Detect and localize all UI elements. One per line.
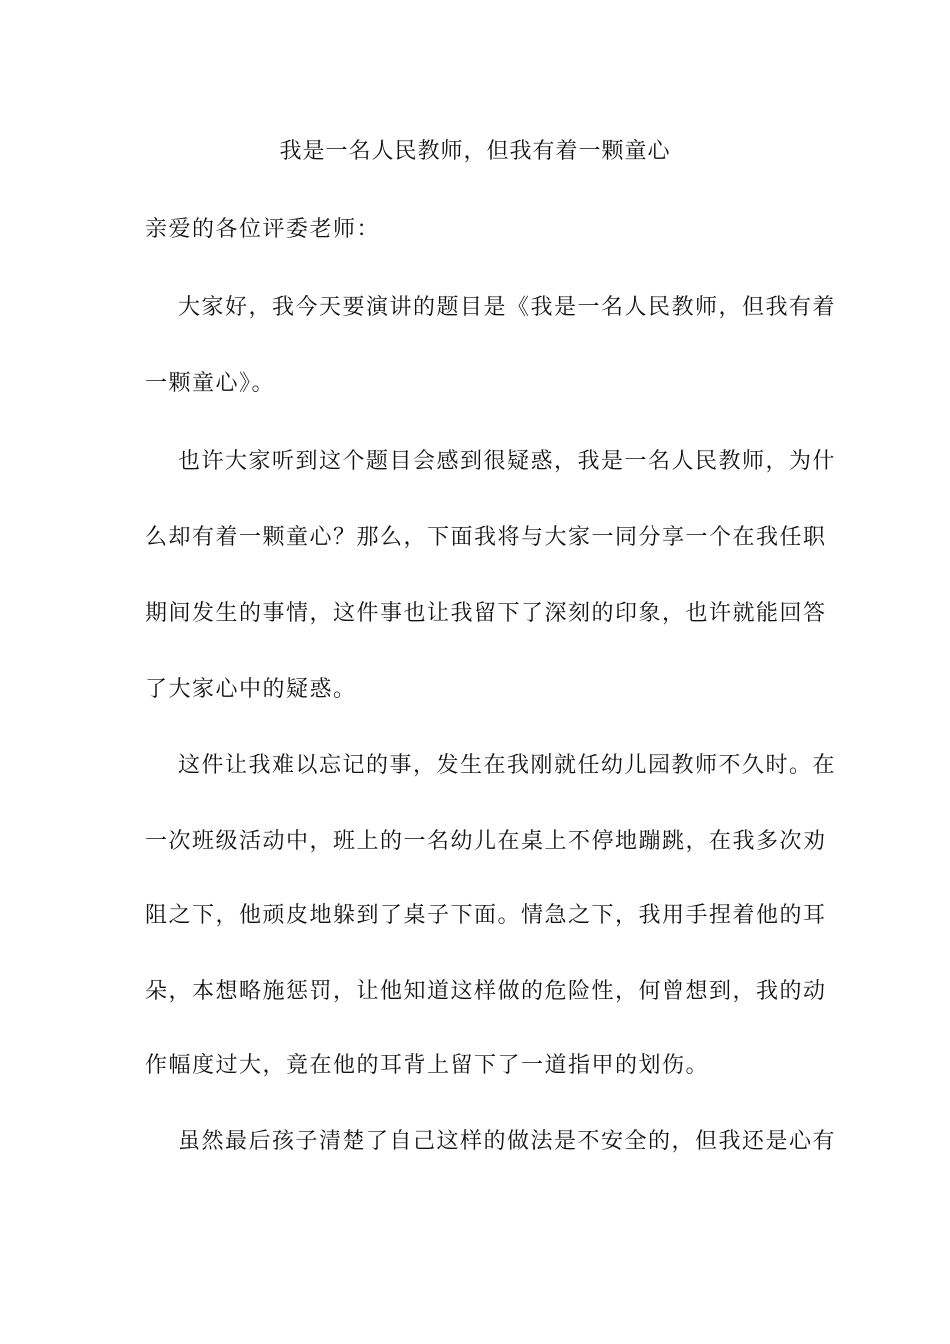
paragraph-line-4: 么却有着一颗童心？那么，下面我将与大家一同分享一个在我任职 xyxy=(145,525,827,550)
paragraph-line-3: 也许大家听到这个题目会感到很疑惑，我是一名人民教师，为什 xyxy=(178,449,837,474)
paragraph-line-11: 作幅度过大，竟在他的耳背上留下了一道指甲的划伤。 xyxy=(145,1053,710,1078)
salutation: 亲爱的各位评委老师： xyxy=(145,217,381,242)
paragraph-line-8: 一次班级活动中，班上的一名幼儿在桌上不停地蹦跳，在我多次劝 xyxy=(145,829,827,854)
document-title: 我是一名人民教师，但我有着一颗童心 xyxy=(279,139,671,164)
paragraph-line-2: 一颗童心》。 xyxy=(145,371,276,396)
paragraph-line-5: 期间发生的事情，这件事也让我留下了深刻的印象，也许就能回答 xyxy=(145,601,827,626)
paragraph-line-9: 阻之下，他顽皮地躲到了桌子下面。情急之下，我用手捏着他的耳 xyxy=(145,903,827,928)
paragraph-line-10: 朵，本想略施惩罚，让他知道这样做的危险性，何曾想到，我的动 xyxy=(145,979,827,1004)
paragraph-line-1: 大家好，我今天要演讲的题目是《我是一名人民教师，但我有着 xyxy=(178,295,837,320)
paragraph-line-7: 这件让我难以忘记的事，发生在我刚就任幼儿园教师不久时。在 xyxy=(178,753,837,778)
paragraph-line-12: 虽然最后孩子清楚了自己这样的做法是不安全的，但我还是心有 xyxy=(178,1129,837,1154)
paragraph-line-6: 了大家心中的疑惑。 xyxy=(145,677,357,702)
